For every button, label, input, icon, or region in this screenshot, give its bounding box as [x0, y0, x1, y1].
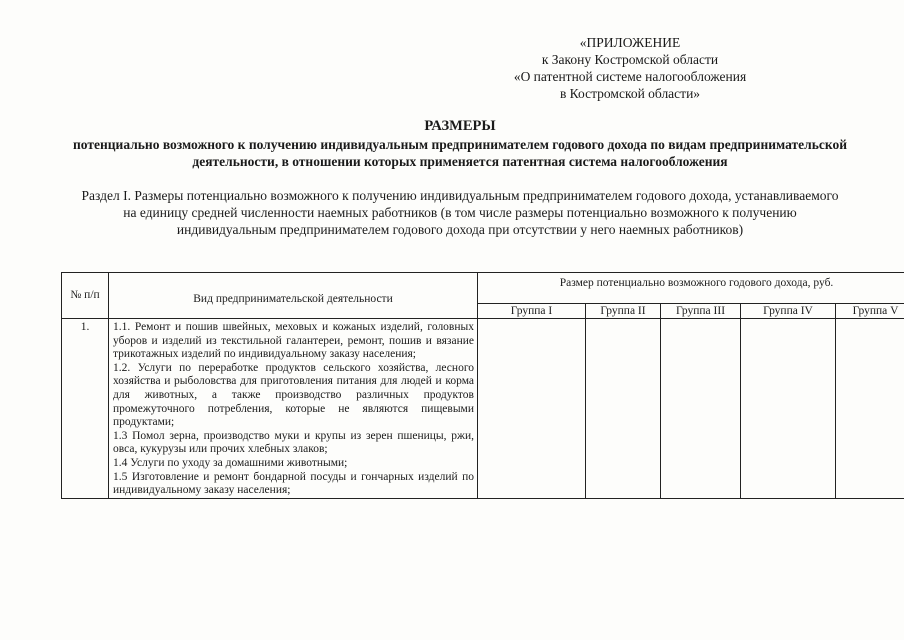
group-value-cell [741, 319, 836, 499]
activity-description [109, 319, 478, 499]
title-subtitle: потенциально возможного к получению индивидуальным предпринимателем годового дохода по видам предпринимательской деятельности, в отношении которых применяется патентная система налогообложения [73, 137, 847, 169]
header-group: Группа V [836, 304, 904, 319]
table-row [62, 319, 904, 499]
group-value-cell [478, 319, 586, 499]
activity-item: 1.1. Ремонт и пошив швейных, меховых и кожаных изделий, головных уборов и изделий из текстильной галантереи, ремонт, пошив и вязание трикотажных изделий по индивидуальному заказу населения; [113, 321, 474, 361]
appendix-header [470, 34, 790, 102]
appendix-line: в Костромской области» [559, 86, 701, 101]
header-group: Группа III [661, 304, 741, 319]
activity-item: 1.4 Услуги по уходу за домашними животными; [113, 456, 348, 469]
appendix-line: «ПРИЛОЖЕНИЕ [579, 35, 681, 50]
activity-item: 1.2. Услуги по переработке продуктов сельского хозяйства, лесного хозяйства и рыболовства для приготовления питания для людей и корма для животных, а также производство различных продуктов промежуточного потребления, которые не являются пищевыми продуктами; [113, 361, 474, 429]
section-heading: Раздел I. Размеры потенциально возможного к получению индивидуальным предпринимателем годового дохода, устанавливаемого на единицу средней численности наемных работников (в том числе размеры потенциально возможного к получению индивидуальным предпринимателем годового дохода при отсутствии у него наемных работников) [81, 188, 839, 237]
group-value-cell [661, 319, 741, 499]
appendix-line: «О патентной системе налогообложения [513, 69, 747, 84]
header-group: Группа IV [741, 304, 836, 319]
group-value-cell [836, 319, 904, 499]
header-group: Группа II [586, 304, 661, 319]
appendix-line: к Закону Костромской области [541, 52, 719, 67]
title-main: РАЗМЕРЫ [424, 118, 496, 134]
header-activity-kind: Вид предпринимательской деятельности [109, 273, 478, 319]
activity-item: 1.5 Изготовление и ремонт бондарной посуды и гончарных изделий по индивидуальному заказу населения; [113, 470, 474, 497]
header-number: № п/п [62, 273, 109, 319]
header-income-size: Размер потенциально возможного годового дохода, руб. [478, 273, 904, 304]
header-group: Группа I [478, 304, 586, 319]
activity-item: 1.3 Помол зерна, производство муки и крупы из зерен пшеницы, ржи, овса, кукурузы или прочих хлебных злаков; [113, 429, 474, 456]
document-title [60, 118, 860, 170]
row-number: 1. [62, 319, 109, 499]
group-value-cell [586, 319, 661, 499]
income-table [61, 272, 904, 499]
